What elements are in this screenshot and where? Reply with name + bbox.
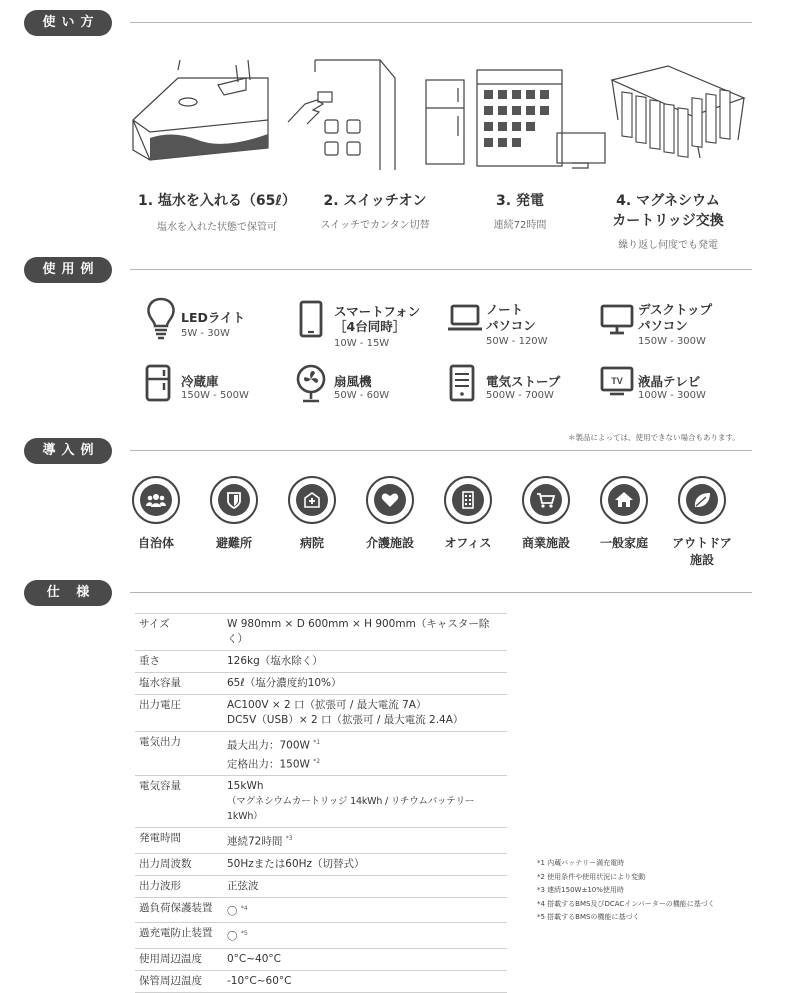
device-name: 電気ストーブ [486,374,561,389]
step-1-title: 1. 塩水を入れる（65ℓ） [137,193,297,209]
tv-icon [600,364,636,408]
device-watt: 500W - 700W [486,390,554,401]
spec-value: 0°C~40°C [223,948,507,970]
footnote-ref: *1 [313,739,321,746]
adoption-label: 病院 [299,536,324,550]
device-watt: 10W - 15W [334,338,390,349]
device-laptop [448,300,598,360]
spec-value: -10°C~60°C [223,970,507,992]
fridge-icon [143,364,179,408]
spec-row [135,897,507,923]
spec-row [135,776,507,828]
spec-row [135,695,507,732]
device-watt: 150W - 500W [181,390,249,401]
adoption-badge [600,476,648,524]
spec-key: 使用周辺温度 [135,948,223,970]
divider [130,450,752,451]
adoption-label-line2: 施設 [689,553,714,567]
spec-key: 発電時間 [135,828,223,854]
spec-row [135,651,507,673]
fan-icon [296,364,332,408]
adoption-label: 介護施設 [365,536,414,550]
device-name: LEDライト [181,310,246,325]
adoption-badge [522,476,570,524]
spec-value: 正弦波 [223,875,507,897]
smartphone-icon [296,300,332,344]
adoption-label: 避難所 [215,536,252,550]
spec-key: 過負荷保護装置 [135,897,223,923]
device-smartphone [296,300,446,360]
adoption-office [433,476,503,552]
spec-value: AC100V × 2 口（拡張可 / 最大電流 7A） DC5V（USB）× 2 口（拡張可 / 最大電流 2.4A） [223,695,507,732]
spec-section-header [0,580,800,608]
device-watt: 5W - 30W [181,328,230,339]
spec-value: 連続72時間 $^{*3}$ [223,828,507,854]
adoption-shelter [199,476,269,552]
adoption-badge [132,476,180,524]
device-name-line2: パソコン [486,318,536,333]
step-2-title: 2. スイッチオン [323,193,427,209]
device-electric-heater [448,364,598,424]
device-name-line1: ノート [486,302,524,317]
device-name-line1: デスクトップ [638,302,713,317]
device-watt: 50W - 120W [486,336,548,347]
divider [130,22,752,23]
spec-row [135,923,507,949]
step-4-title-line2: カートリッジ交換 [612,213,724,229]
device-watt: 150W - 300W [638,336,706,347]
step-1-desc: 塩水を入れた状態で保管可 [157,222,277,233]
device-lcd-tv [600,364,750,424]
spec-key: 重さ [135,651,223,673]
divider [130,592,752,593]
pour-saltwater-illustration [128,60,273,170]
step-4-title-line1: 4. マグネシウム [616,193,720,209]
device-name: 液晶テレビ [638,374,701,389]
adoption-commercial [511,476,581,552]
spec-key: 過充電防止装置 [135,923,223,949]
spec-row [135,732,507,776]
device-name-line2: ［4台同時］ [334,319,406,334]
step-4-desc: 繰り返し何度でも発電 [618,240,718,251]
spec-value: 〇 $^{*4}$ [223,897,507,923]
spec-value: 65ℓ（塩分濃度約10%） [223,673,507,695]
step-3-desc: 連続72時間 [493,220,547,231]
adoption-label: オフィス [444,536,492,550]
examples-note: ＊製品によっては、使用できない場合もあります。 [568,433,740,442]
step-2-desc: スイッチでカンタン切替 [320,220,430,231]
spec-value: W 980mm × D 600mm × H 900mm（キャスター除く） [223,614,507,651]
leaf-icon [692,490,712,510]
device-watt: 100W - 300W [638,390,706,401]
device-name-line1: スマートフォン [334,304,421,319]
adoption-section-title: 導入例 [24,438,112,464]
spec-key: 出力波形 [135,875,223,897]
spec-table [135,613,507,993]
adoption-badge [444,476,492,524]
spec-row [135,875,507,897]
adoption-hospital [277,476,347,552]
spec-section-title: 仕 様 [24,580,112,606]
adoption-label-line1: アウトドア [672,536,732,550]
device-watt: 50W - 60W [334,390,390,401]
footnotes [537,857,715,925]
shield-icon [224,490,244,510]
adoption-municipality [121,476,191,552]
usage-section-header [0,10,800,38]
adoption-badge [288,476,336,524]
examples-section-title: 使用例 [24,257,112,283]
spec-value: 最大出力：700W $^{*1}$ 定格出力：150W $^{*2}$ [223,732,507,776]
bulb-icon [143,296,179,340]
cartridge-exchange-illustration [608,60,748,170]
laptop-icon [448,300,484,344]
generate-power-illustration [422,60,600,170]
device-name: 冷蔵庫 [181,374,219,389]
examples-section-header [0,257,800,285]
footnote: *1 内蔵バッテリー満充電時 [537,859,625,867]
spec-row [135,853,507,875]
spec-row [135,673,507,695]
spec-key: 電気出力 [135,732,223,776]
adoption-badge [678,476,726,524]
footnote: *5 搭載するBMSの機能に基づく [537,913,640,921]
spec-key: 塩水容量 [135,673,223,695]
spec-key: 出力電圧 [135,695,223,732]
house-icon [614,490,634,510]
footnote-ref: *3 [285,835,293,842]
heater-icon [448,364,484,408]
adoption-label: 商業施設 [521,536,570,550]
adoption-care-facility [355,476,425,552]
spec-value: 〇 $^{*5}$ [223,923,507,949]
device-fan [296,364,446,424]
spec-value: 15kWh （マグネシウムカートリッジ 14kWh / リチウムバッテリー 1kWh） [223,776,507,828]
divider [130,269,752,270]
adoption-outdoor [667,476,737,569]
adoption-label: 一般家庭 [599,536,648,550]
adoption-badge [366,476,414,524]
adoption-home [589,476,659,552]
spec-row [135,970,507,992]
device-name: 扇風機 [334,374,372,389]
people-icon [146,490,166,510]
device-desktop-pc [600,300,750,360]
spec-row [135,614,507,651]
footnote: *2 使用条件や使用状況により変動 [537,872,646,881]
device-led-light [143,296,293,356]
device-fridge [143,364,293,424]
spec-value: 50Hzまたは60Hz（切替式） [223,853,507,875]
step-3-title: 3. 発電 [496,193,544,209]
cart-icon [536,490,556,510]
hospital-icon [302,490,322,510]
heart-icon [380,490,400,510]
footnote: *3 連続150W±10%使用時 [537,886,624,894]
monitor-icon [600,300,636,344]
spec-row [135,828,507,854]
tv-icon-label: TV [611,376,623,386]
footnote-ref: *4 [240,904,248,912]
footnote-ref: *2 [313,757,321,765]
footnote-ref: *5 [240,930,248,937]
spec-value: 126kg（塩水除く） [223,651,507,673]
device-name-line2: パソコン [638,318,688,333]
office-building-icon [458,490,478,510]
spec-row [135,948,507,970]
adoption-badge [210,476,258,524]
adoption-section-header [0,438,800,466]
footnote: *4 搭載するBMS及びDCACインバーターの機能に基づく [537,899,715,908]
spec-key: 出力周波数 [135,853,223,875]
adoption-label: 自治体 [137,536,174,550]
usage-section-title: 使い方 [24,10,112,36]
switch-on-illustration [285,60,410,170]
spec-key: 電気容量 [135,776,223,828]
spec-key: 保管周辺温度 [135,970,223,992]
spec-key: サイズ [135,614,223,651]
